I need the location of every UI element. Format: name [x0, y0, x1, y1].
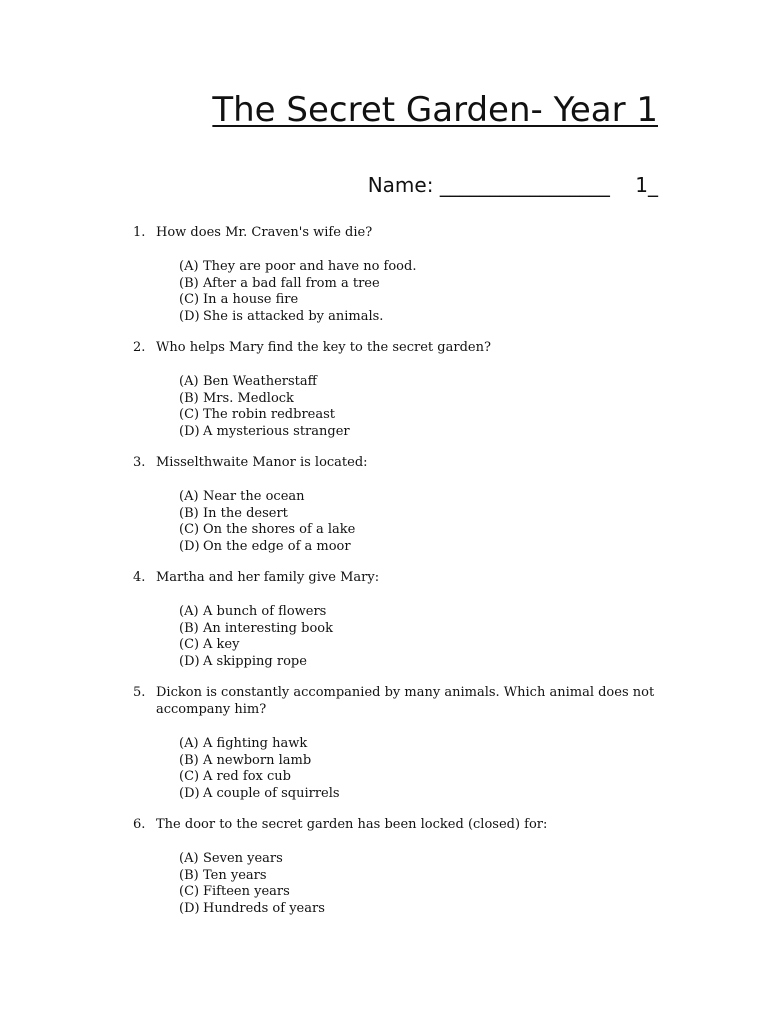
answer-options — [179, 258, 693, 324]
name-blank: _________________ — [439, 173, 610, 197]
option-letter: (D) — [179, 653, 200, 669]
option-text: After a bad fall from a tree — [203, 275, 380, 291]
answer-option — [179, 850, 693, 867]
question-number: 2. — [133, 340, 146, 355]
option-text: Near the ocean — [203, 489, 305, 504]
option-letter: (D) — [179, 308, 200, 324]
option-letter: (D) — [179, 785, 200, 801]
option-text: Ben Weatherstaff — [203, 374, 317, 389]
option-text: Ten years — [203, 867, 267, 883]
option-letter: (C) — [179, 407, 200, 422]
answer-options — [179, 373, 693, 439]
question-text: Dickon is constantly accompanied by many animals. Which animal does not accompany him? — [156, 685, 655, 717]
option-letter: (A) — [179, 604, 199, 619]
question-number: 5. — [133, 685, 146, 700]
option-text: A bunch of flowers — [203, 604, 327, 619]
option-letter: (C) — [179, 637, 200, 652]
question-text: Misselthwaite Manor is located: — [156, 455, 368, 470]
answer-options — [179, 603, 693, 669]
answer-option — [179, 291, 693, 308]
name-label: Name: — [367, 173, 434, 197]
question-text: The door to the secret garden has been locked (closed) for: — [156, 817, 548, 832]
answer-options — [179, 735, 693, 801]
option-text: Fifteen years — [203, 884, 290, 899]
answer-option — [179, 390, 693, 407]
answer-option — [179, 538, 693, 555]
question-line — [133, 339, 693, 356]
option-text: Seven years — [203, 851, 283, 866]
question-text: Who helps Mary find the key to the secret garden? — [156, 340, 491, 355]
question-line — [133, 816, 693, 833]
option-letter: (B) — [179, 505, 199, 521]
option-text: In a house fire — [203, 292, 299, 307]
question-6 — [133, 816, 693, 916]
option-letter: (B) — [179, 275, 199, 291]
option-letter: (A) — [179, 374, 199, 389]
option-letter: (A) — [179, 851, 199, 866]
answer-option — [179, 752, 693, 769]
question-1 — [133, 224, 693, 324]
answer-option — [179, 883, 693, 900]
answer-options — [179, 488, 693, 554]
option-letter: (C) — [179, 884, 200, 899]
option-text: In the desert — [203, 505, 288, 521]
question-text: Martha and her family give Mary: — [156, 570, 380, 585]
question-number: 4. — [133, 570, 146, 585]
option-text: Mrs. Medlock — [203, 390, 294, 406]
answer-option — [179, 603, 693, 620]
option-letter: (A) — [179, 259, 199, 274]
question-line — [133, 569, 693, 586]
answer-option — [179, 258, 693, 275]
option-text: A couple of squirrels — [203, 785, 340, 801]
name-line — [368, 173, 658, 197]
option-letter: (C) — [179, 522, 200, 537]
option-letter: (C) — [179, 292, 200, 307]
option-letter: (B) — [179, 390, 199, 406]
option-letter: (A) — [179, 489, 199, 504]
question-number: 1. — [133, 225, 146, 240]
option-text: On the shores of a lake — [203, 522, 356, 537]
option-text: A newborn lamb — [203, 752, 312, 768]
answer-options — [179, 850, 693, 916]
question-5 — [133, 684, 693, 801]
option-text: A key — [203, 637, 240, 652]
question-number: 6. — [133, 817, 146, 832]
answer-option — [179, 653, 693, 670]
question-line — [133, 224, 693, 241]
option-letter: (C) — [179, 769, 200, 784]
question-line — [133, 684, 693, 718]
option-text: The robin redbreast — [203, 407, 335, 422]
question-list — [133, 224, 693, 931]
answer-option — [179, 785, 693, 802]
option-text: An interesting book — [203, 620, 333, 636]
question-number: 3. — [133, 455, 146, 470]
option-letter: (B) — [179, 867, 199, 883]
answer-option — [179, 735, 693, 752]
option-letter: (B) — [179, 752, 199, 768]
option-text: A mysterious stranger — [203, 423, 350, 439]
answer-option — [179, 636, 693, 653]
option-text: She is attacked by animals. — [203, 308, 384, 324]
option-letter: (A) — [179, 736, 199, 751]
answer-option — [179, 620, 693, 637]
answer-option — [179, 505, 693, 522]
option-text: Hundreds of years — [203, 900, 325, 916]
answer-option — [179, 521, 693, 538]
option-text: A red fox cub — [203, 769, 291, 784]
option-text: A skipping rope — [203, 653, 307, 669]
option-letter: (D) — [179, 538, 200, 554]
answer-option — [179, 867, 693, 884]
answer-option — [179, 768, 693, 785]
option-text: On the edge of a moor — [203, 538, 351, 554]
answer-option — [179, 373, 693, 390]
answer-option — [179, 900, 693, 917]
option-letter: (B) — [179, 620, 199, 636]
score-field: 1_ — [635, 173, 658, 197]
option-letter: (D) — [179, 423, 200, 439]
answer-option — [179, 275, 693, 292]
question-4 — [133, 569, 693, 669]
answer-option — [179, 406, 693, 423]
page-title: The Secret Garden- Year 1 — [212, 90, 658, 130]
question-line — [133, 454, 693, 471]
question-text: How does Mr. Craven's wife die? — [156, 225, 373, 240]
answer-option — [179, 488, 693, 505]
option-text: A fighting hawk — [203, 736, 308, 751]
answer-option — [179, 308, 693, 325]
option-text: They are poor and have no food. — [203, 259, 417, 274]
question-2 — [133, 339, 693, 439]
question-3 — [133, 454, 693, 554]
option-letter: (D) — [179, 900, 200, 916]
answer-option — [179, 423, 693, 440]
